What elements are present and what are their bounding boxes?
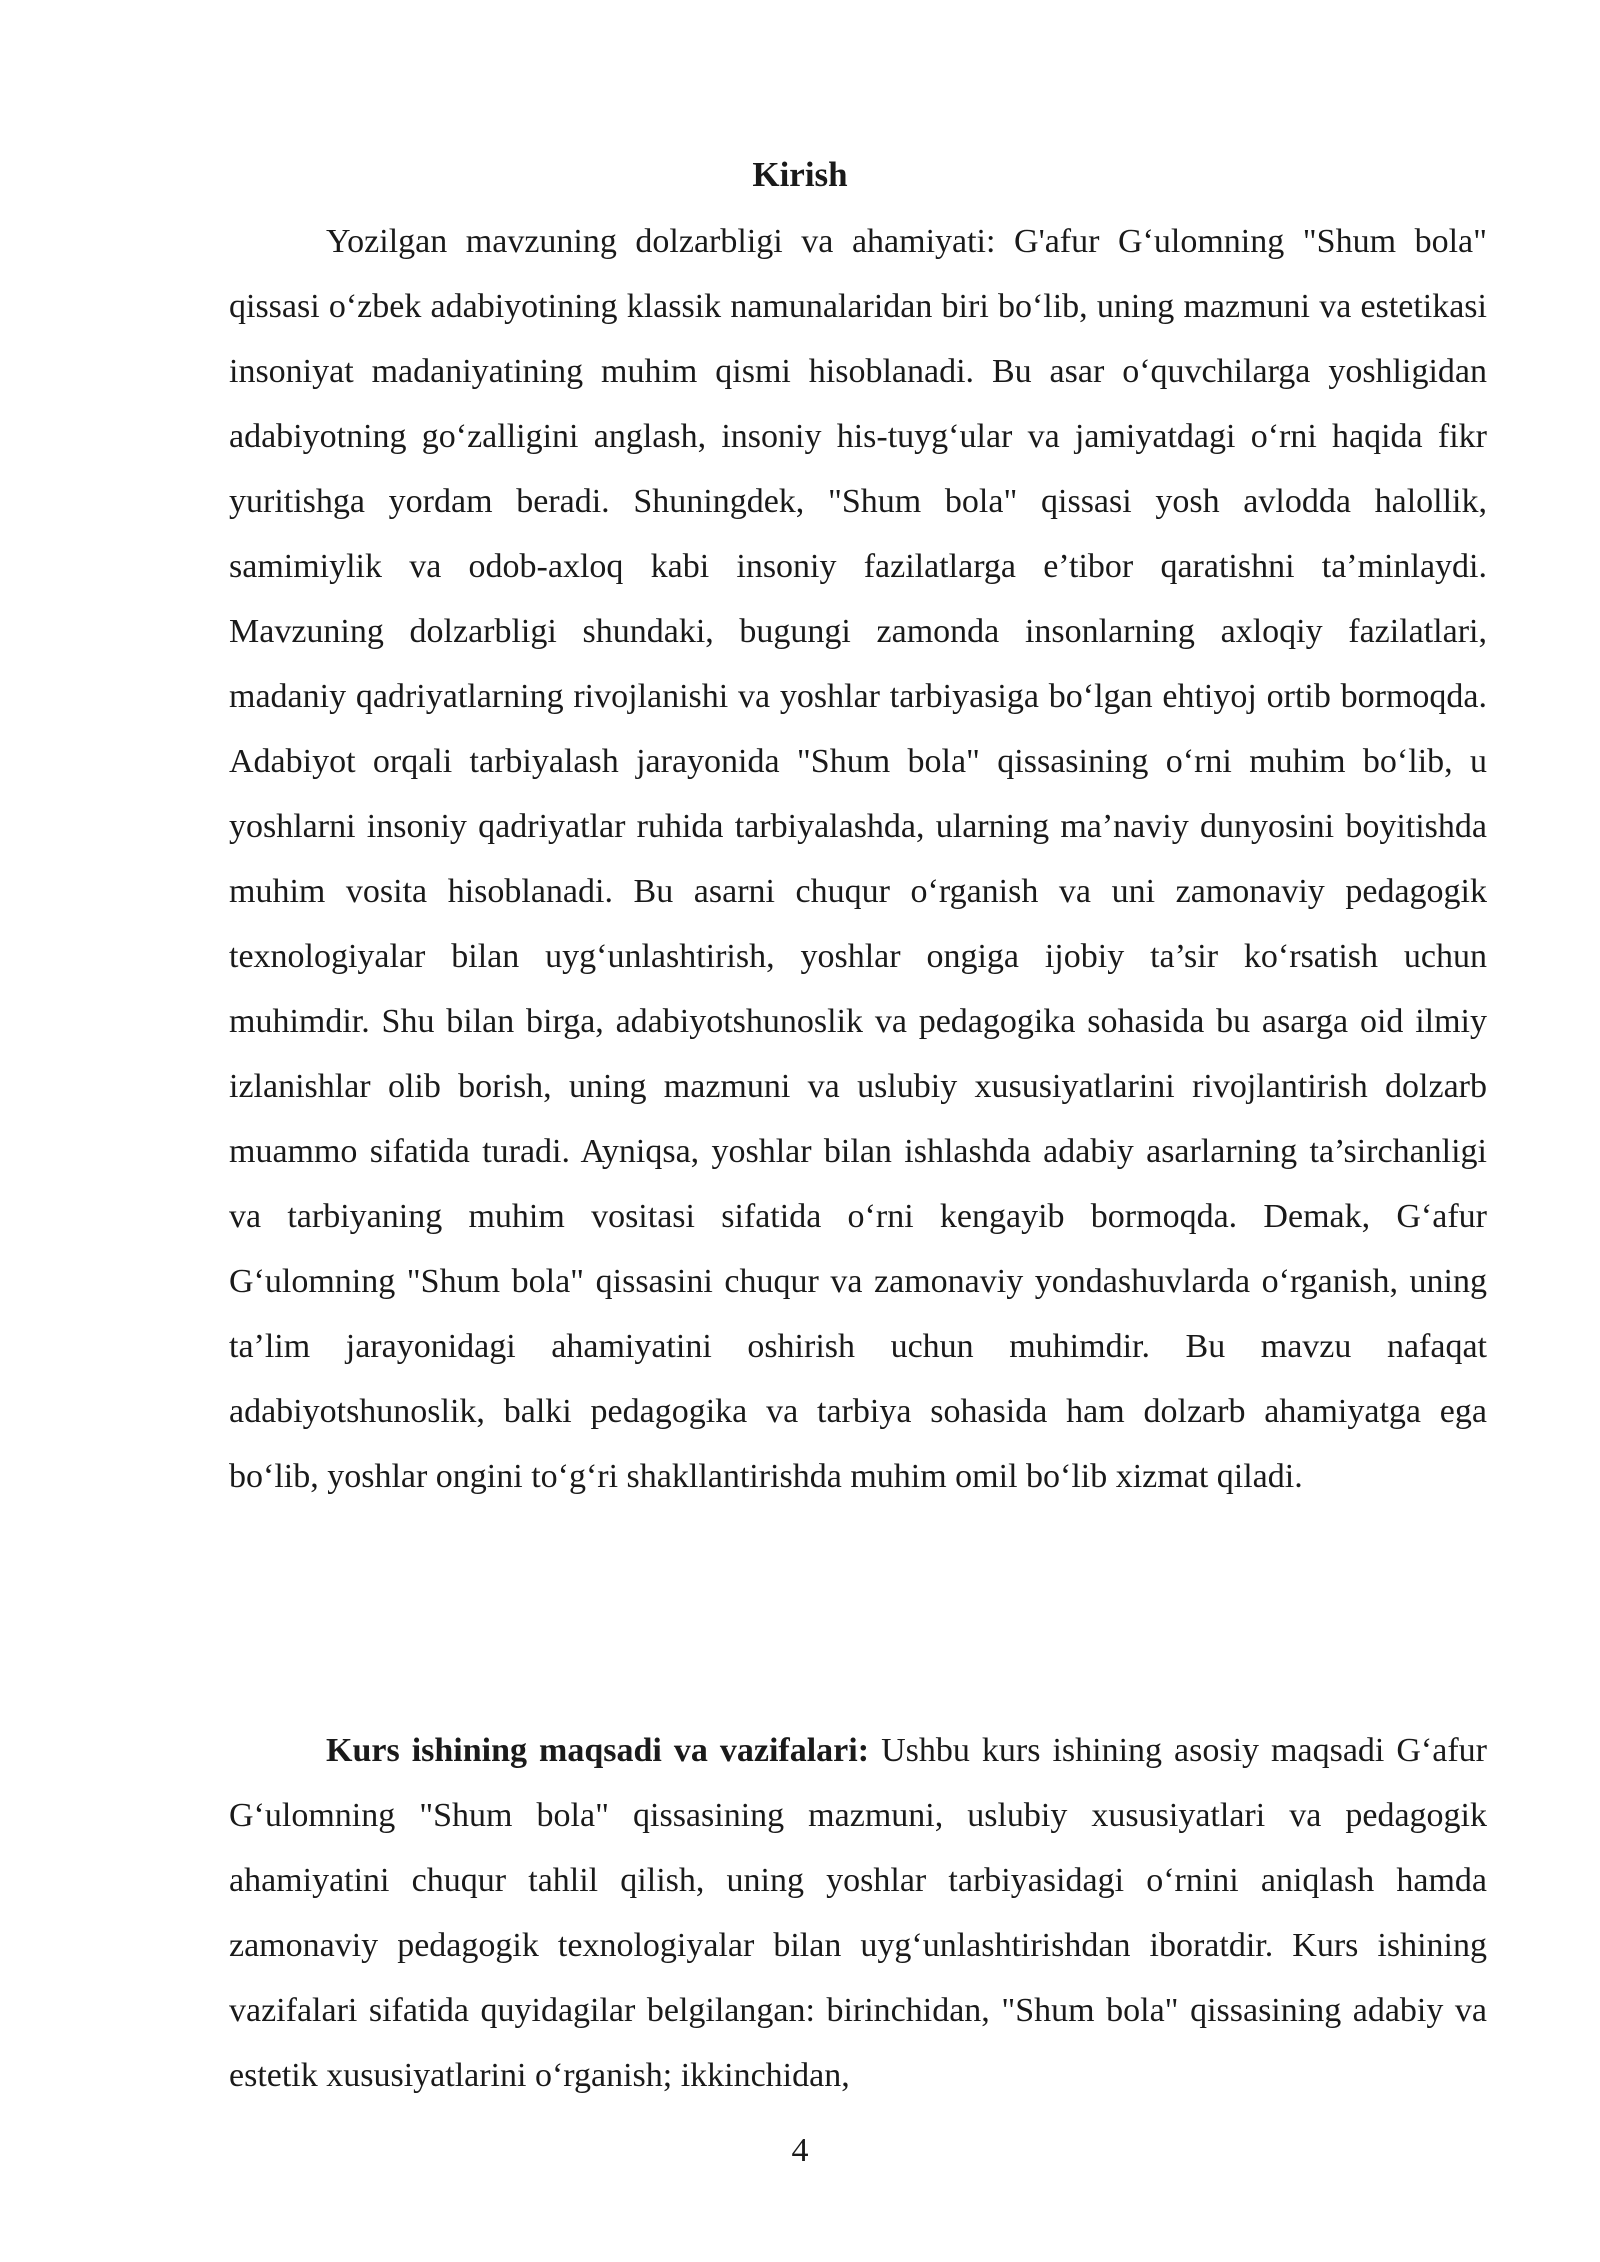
section-heading: Kirish bbox=[752, 155, 848, 194]
paragraph-text: Ushbu kurs ishining asosiy maqsadi G‘afur G‘ulomning "Shum bola" qissasining mazmuni, uslubiy xususiyatlari va pedagogik ahamiyatini chuqur tahlil qilish, uning yoshlar tarbiyasidagi o‘rnini aniqlash hamda zamonaviy pedagogik texnologiyalar bilan uyg‘unlashtirishdan iboratdir. Kurs ishining vazifalari sifatida quyidagilar belgilangan: birinchidan, "Shum bola" qissasining adabiy va estetik xususiyatlarini o‘rganish; ikkinchidan, bbox=[229, 1732, 1487, 2094]
paragraph-lead: Kurs ishining maqsadi va vazifalari: bbox=[326, 1732, 870, 1769]
paragraph-goals bbox=[229, 1718, 1487, 2108]
paragraph-text: Yozilgan mavzuning dolzarbligi va ahamiyati: G'afur G‘ulomning "Shum bola" qissasi o‘zbek adabiyotining klassik namunalaridan biri bo‘lib, uning mazmuni va estetikasi insoniyat madaniyatining muhim qismi hisoblanadi. Bu asar o‘quvchilarga yoshligidan adabiyotning go‘zalligini anglash, insoniy his-tuyg‘ular va jamiyatdagi o‘rni haqida fikr yuritishga yordam beradi. Shuningdek, "Shum bola" qissasi yosh avlodda halollik, samimiylik va odob-axloq kabi insoniy fazilatlarga e’tibor qaratishni ta’minlaydi. Mavzuning dolzarbligi shundaki, bugungi zamonda insonlarning axloqiy fazilatlari, madaniy qadriyatlarning rivojlanishi va yoshlar tarbiyasiga bo‘lgan ehtiyoj ortib bormoqda. Adabiyot orqali tarbiyalash jarayonida "Shum bola" qissasining o‘rni muhim bo‘lib, u yoshlarni insoniy qadriyatlar ruhida tarbiyalashda, ularning ma’naviy dunyosini boyitishda muhim vosita hisoblanadi. Bu asarni chuqur o‘rganish va uni zamonaviy pedagogik texnologiyalar bilan uyg‘unlashtirish, yoshlar ongiga ijobiy ta’sir ko‘rsatish uchun muhimdir. Shu bilan birga, adabiyotshunoslik va pedagogika sohasida bu asarga oid ilmiy izlanishlar olib borish, uning mazmuni va uslubiy xususiyatlarini rivojlantirish dolzarb muammo sifatida turadi. Ayniqsa, yoshlar bilan ishlashda adabiy asarlarning ta’sirchanligi va tarbiyaning muhim vositasi sifatida o‘rni kengayib bormoqda. Demak, G‘afur G‘ulomning "Shum bola" qissasini chuqur va zamonaviy yondashuvlarda o‘rganish, uning ta’lim jarayonidagi ahamiyatini oshirish uchun muhimdir. Bu mavzu nafaqat adabiyotshunoslik, balki pedagogika va tarbiya sohasida ham dolzarb ahamiyatga ega bo‘lib, yoshlar ongini to‘g‘ri shakllantirishda muhim omil bo‘lib xizmat qiladi. bbox=[229, 223, 1487, 1495]
paragraph-relevance bbox=[229, 209, 1487, 1509]
page-number: 4 bbox=[791, 2132, 809, 2169]
